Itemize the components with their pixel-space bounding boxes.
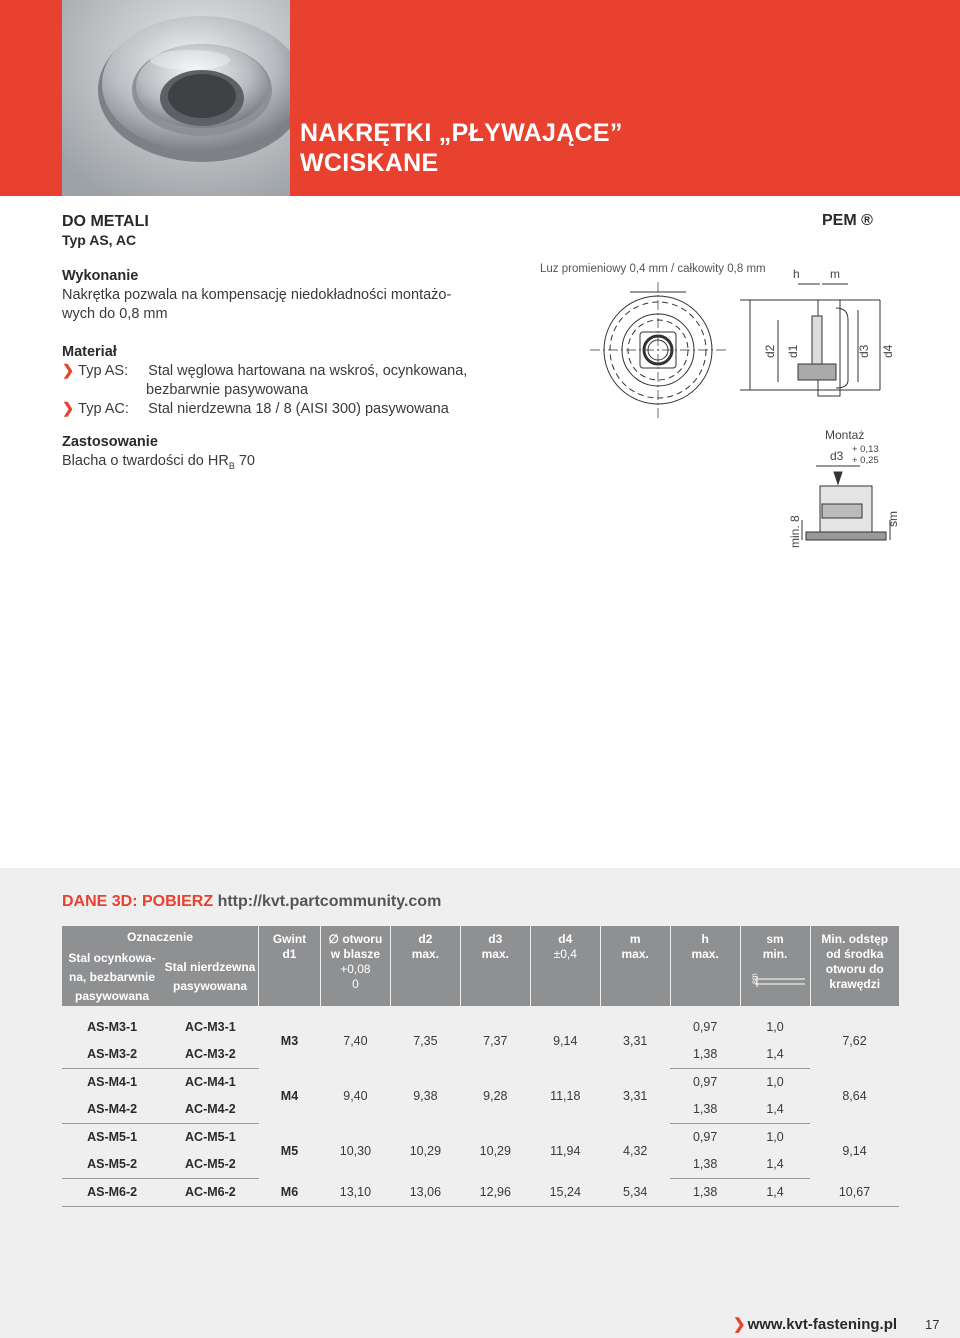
cell-ac: AC-M3-2 [162, 1041, 258, 1069]
cell-d2: 10,29 [409, 1143, 442, 1158]
diagram-label-d4: d4 [881, 344, 895, 358]
material-as-line-2: bezbarwnie pasywowana [146, 382, 309, 398]
header-m-1: m [629, 932, 641, 946]
cell-sm: 1,4 [740, 1151, 810, 1179]
cell-as: AS-M6-2 [62, 1179, 162, 1207]
header-h [670, 926, 740, 1006]
zastosowanie-text-row [62, 452, 255, 476]
material-ac-line-1: Stal nierdzewna 18 / 8 (AISI 300) pasywowana [148, 401, 449, 417]
sm-label: sm [886, 511, 900, 527]
header-d3-2: max. [481, 947, 509, 961]
footer-url[interactable]: www.kvt-fastening.pl [747, 1316, 898, 1333]
wykonanie-line-1: Nakrętka pozwala na kompensację niedokładności montażo- [62, 287, 452, 303]
download-line [62, 893, 441, 911]
cell-sm: 1,4 [740, 1096, 810, 1124]
cell-sm: 1,0 [766, 1130, 784, 1144]
montaz-tol-2: + 0,25 [852, 455, 879, 466]
cell-h: 1,38 [670, 1041, 740, 1069]
cell-gwint: M5 [280, 1143, 299, 1158]
diagram-label-d3: d3 [857, 344, 871, 358]
cell-as: AS-M3-1 [87, 1020, 138, 1034]
material-as-label: Typ AS: [78, 363, 129, 379]
cell-gwint: M3 [280, 1033, 299, 1048]
chevron-right-icon: ❯ [62, 401, 75, 417]
cell-d3: 7,37 [483, 1033, 508, 1048]
header-m-2: max. [621, 947, 649, 961]
header-otwor-3: +0,08 [340, 962, 371, 976]
material-as-row [62, 362, 467, 381]
cell-sm: 1,4 [740, 1041, 810, 1069]
material-section [62, 343, 467, 419]
cell-otwor: 9,40 [343, 1088, 368, 1103]
cell-ac: AC-M3-1 [185, 1020, 236, 1034]
cell-otwor: 13,10 [320, 1179, 390, 1207]
cell-h: 0,97 [692, 1130, 718, 1144]
cell-odstep: 10,67 [810, 1179, 899, 1207]
cell-ac: AC-M6-2 [162, 1179, 258, 1207]
technical-drawing [590, 270, 910, 560]
header-sm-1: sm [766, 932, 784, 946]
montaz-tol-1: + 0,13 [852, 444, 879, 455]
nut-photo-image [62, 0, 290, 196]
footer-link[interactable] [733, 1315, 897, 1333]
min8-label: min. 8 [788, 515, 802, 548]
cell-d3: 12,96 [460, 1179, 530, 1207]
header-ac: Stal nierdzewna pasywowana [164, 960, 256, 993]
cell-m: 3,31 [623, 1033, 648, 1048]
chevron-right-icon: ❯ [62, 363, 75, 379]
header-odstep [810, 926, 899, 1006]
zastosowanie-value: 70 [234, 453, 256, 469]
title-line-1: NAKRĘTKI „PŁYWAJĄCE” [300, 119, 623, 147]
material-ac-label: Typ AC: [78, 401, 129, 417]
cell-as: AS-M5-2 [62, 1151, 162, 1179]
zastosowanie-sub: B [228, 460, 235, 471]
subtitle-line-2: Typ AS, AC [62, 232, 137, 248]
cell-otwor: 10,30 [339, 1143, 372, 1158]
header-odstep-4: krawędzi [829, 977, 881, 991]
product-photo [62, 0, 290, 196]
wykonanie-line-2: wych do 0,8 mm [62, 306, 168, 322]
cell-h: 1,38 [670, 1096, 740, 1124]
cell-h: 0,97 [692, 1020, 718, 1034]
cell-d4: 15,24 [530, 1179, 600, 1207]
diagram-label-d2: d2 [763, 344, 777, 358]
header-gwint [259, 926, 321, 1006]
zastosowanie-text: Blacha o twardości do HR [62, 453, 229, 469]
cell-d4: 11,18 [550, 1088, 581, 1103]
header-h-1: h [701, 932, 709, 946]
subtitle-line-1: DO METALI [62, 213, 149, 230]
brand-label: PEM ® [822, 212, 873, 229]
cell-ac: AC-M4-2 [162, 1096, 258, 1124]
cell-h: 1,38 [670, 1179, 740, 1207]
cell-d3: 9,28 [483, 1088, 508, 1103]
header-d2 [390, 926, 460, 1006]
material-ac-row [62, 400, 467, 419]
material-heading: Materiał [62, 344, 117, 360]
material-as-line-1: Stal węglowa hartowana na wskroś, ocynkowana, [148, 363, 468, 379]
sheet-metal-icon [755, 974, 805, 988]
cell-h: 1,38 [670, 1151, 740, 1179]
dimensions-table [62, 926, 899, 1207]
table-row [62, 1124, 899, 1152]
diagram-label-d1: d1 [786, 344, 800, 358]
header-odstep-2: od środka [826, 947, 884, 961]
header-sm-2: min. [762, 947, 788, 961]
header-d4-2: ±0,4 [553, 947, 577, 961]
table-row [62, 1014, 899, 1041]
montaz-d3-label: d3 [830, 449, 844, 463]
header-otwor-4: 0 [352, 977, 359, 991]
cell-odstep: 7,62 [842, 1033, 867, 1048]
header-oznaczenie [62, 926, 259, 1006]
cell-m: 4,32 [623, 1143, 648, 1158]
chevron-right-icon: ❯ [733, 1316, 746, 1333]
material-as-row-2 [62, 381, 467, 400]
cell-d4: 11,94 [550, 1143, 581, 1158]
header-otwor [320, 926, 390, 1006]
header-m [600, 926, 670, 1006]
cell-otwor: 7,40 [343, 1033, 368, 1048]
cell-sm: 1,4 [740, 1179, 810, 1207]
diagram-note: Luz promieniowy 0,4 mm / całkowity 0,8 mm [540, 263, 766, 275]
wykonanie-section [62, 267, 451, 324]
header-d3-1: d3 [488, 932, 503, 946]
cell-odstep: 9,14 [842, 1143, 867, 1158]
zastosowanie-section [62, 433, 255, 476]
table-header-row [62, 926, 899, 1006]
header-d4-1: d4 [558, 932, 573, 946]
diagram-label-m: m [830, 267, 840, 281]
header-as: Stal ocynkowa-na, bezbarwnie pasywowana [68, 950, 156, 1003]
page-number: 17 [925, 1317, 940, 1332]
header-gwint-2: d1 [282, 947, 297, 961]
header-h-2: max. [691, 947, 719, 961]
montaz-label: Montaż [825, 428, 865, 442]
header-d2-1: d2 [418, 932, 433, 946]
header-sm [740, 926, 810, 1006]
cell-as: AS-M4-2 [62, 1096, 162, 1124]
cell-d3: 10,29 [479, 1143, 511, 1158]
wykonanie-heading: Wykonanie [62, 268, 139, 284]
download-link[interactable]: http://kvt.partcommunity.com [217, 893, 442, 910]
zastosowanie-heading: Zastosowanie [62, 434, 158, 450]
cell-m: 3,31 [623, 1088, 648, 1103]
header-otwor-1: ∅ otworu [328, 932, 383, 946]
cell-m: 5,34 [600, 1179, 670, 1207]
product-subtitle [62, 212, 149, 250]
cell-odstep: 8,64 [842, 1088, 867, 1103]
header-oznaczenie-label: Oznaczenie [126, 930, 194, 944]
header-otwor-2: w blasze [330, 947, 381, 961]
cell-as: AS-M5-1 [87, 1130, 138, 1144]
cell-gwint: M4 [280, 1088, 299, 1103]
header-d4 [530, 926, 600, 1006]
header-d3 [460, 926, 530, 1006]
cell-ac: AC-M4-1 [185, 1075, 236, 1089]
cell-h: 0,97 [692, 1075, 718, 1089]
cell-as: AS-M3-2 [62, 1041, 162, 1069]
header-d2-2: max. [411, 947, 440, 961]
cell-gwint: M6 [259, 1179, 321, 1207]
cell-d2: 7,35 [413, 1033, 438, 1048]
cell-d2: 13,06 [390, 1179, 460, 1207]
cell-sm: 1,0 [766, 1020, 784, 1034]
download-label: DANE 3D: POBIERZ [62, 893, 214, 910]
cell-ac: AC-M5-2 [162, 1151, 258, 1179]
diagram-label-h: h [793, 267, 800, 281]
header-odstep-3: otworu do [825, 962, 884, 976]
title-line-2: WCISKANE [300, 149, 439, 177]
header-gwint-1: Gwint [272, 932, 307, 946]
cell-d4: 9,14 [553, 1033, 578, 1048]
page-title [300, 118, 623, 178]
header-odstep-1: Min. odstęp [821, 932, 889, 946]
table-row [62, 1179, 899, 1207]
sm-icon-label: sm [749, 973, 759, 984]
cell-d2: 9,38 [413, 1088, 438, 1103]
cell-as: AS-M4-1 [87, 1075, 138, 1089]
cell-ac: AC-M5-1 [185, 1130, 236, 1144]
table-row [62, 1069, 899, 1097]
cell-sm: 1,0 [766, 1075, 784, 1089]
